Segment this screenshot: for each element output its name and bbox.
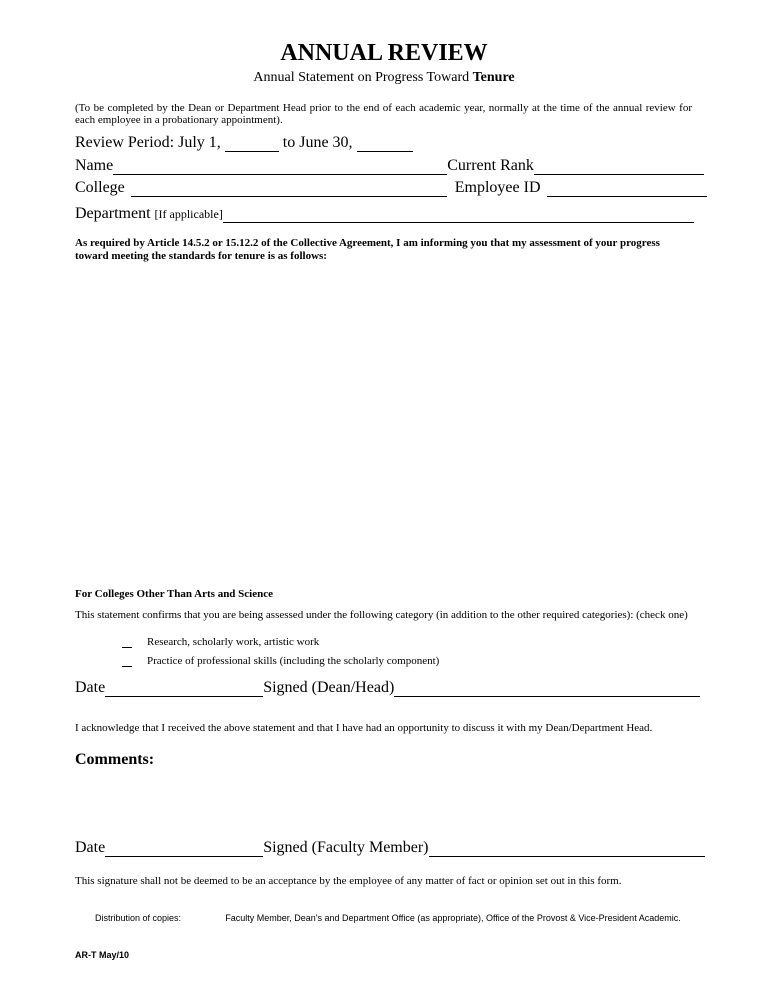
- college-row: [75, 179, 707, 197]
- comments-label: Comments:: [75, 751, 155, 768]
- faculty-signature-field[interactable]: [429, 842, 705, 857]
- professional-checkbox[interactable]: [122, 656, 132, 667]
- distribution-text: Faculty Member, Dean's and Department Office (as appropriate), Office of the Provost & Vice-President Academic.: [225, 913, 681, 923]
- department-label: Department: [75, 205, 151, 222]
- category-option-professional: [122, 655, 439, 667]
- faculty-signed-label: Signed (Faculty Member): [263, 839, 429, 856]
- acknowledgement: I acknowledge that I received the above statement and that I have had an opportunity to discuss it with my Dean/Department Head.: [75, 722, 653, 734]
- colleges-heading: For Colleges Other Than Arts and Science: [75, 588, 273, 600]
- department-hint: [If applicable]: [154, 207, 223, 221]
- distribution: [95, 910, 695, 927]
- current-rank-label: Current Rank: [447, 157, 534, 174]
- subtitle-text: Annual Statement on Progress Toward: [253, 70, 473, 85]
- dean-signature-field[interactable]: [394, 682, 700, 697]
- instructions: (To be completed by the Dean or Department Head prior to the end of each academic year, normally at the time of the annual review for each employee in a probationary appointment).: [75, 102, 692, 126]
- review-period-label: Review Period: July 1,: [75, 134, 221, 151]
- professional-option-label: Practice of professional skills (including the scholarly component): [147, 655, 440, 667]
- college-field[interactable]: [131, 182, 447, 197]
- assessment-statement: As required by Article 14.5.2 or 15.12.2 of the Collective Agreement, I am informing you that my assessment of your progress toward meeting the standards for tenure is as follows:: [75, 237, 660, 262]
- employee-id-field[interactable]: [547, 182, 707, 197]
- review-period-end-field[interactable]: [357, 137, 413, 152]
- dean-date-label: Date: [75, 679, 106, 696]
- current-rank-field[interactable]: [534, 160, 704, 175]
- review-period-start-field[interactable]: [225, 137, 279, 152]
- signature-note: This signature shall not be deemed to be an acceptance by the employee of any matter of fact or opinion set out in this form.: [75, 875, 622, 887]
- distribution-label: Distribution of copies:: [95, 913, 182, 923]
- name-label: Name: [75, 157, 114, 174]
- department-field[interactable]: [223, 208, 694, 223]
- assessment-text-area[interactable]: [75, 268, 692, 578]
- department-row: [75, 205, 694, 223]
- college-label: College: [75, 179, 125, 196]
- colleges-text: This statement confirms that you are being assessed under the following category (in addition to the other required categories): (check one): [75, 609, 688, 621]
- faculty-date-label: Date: [75, 839, 106, 856]
- review-period-row: [75, 134, 413, 152]
- form-title: ANNUAL REVIEW: [280, 40, 488, 66]
- form-subtitle: [0, 70, 768, 86]
- comments-text-area[interactable]: [75, 772, 692, 832]
- dean-signature-row: [75, 679, 700, 697]
- faculty-signature-row: [75, 839, 705, 857]
- category-option-research: [122, 636, 319, 648]
- faculty-date-field[interactable]: [105, 842, 263, 857]
- research-checkbox[interactable]: [122, 637, 132, 648]
- name-row: [75, 157, 704, 175]
- name-field[interactable]: [113, 160, 447, 175]
- employee-id-label: Employee ID: [454, 179, 541, 196]
- review-period-to-label: to June 30,: [282, 134, 353, 151]
- research-option-label: Research, scholarly work, artistic work: [147, 636, 320, 648]
- dean-signed-label: Signed (Dean/Head): [263, 679, 395, 696]
- dean-date-field[interactable]: [105, 682, 263, 697]
- form-code: AR-T May/10: [75, 950, 130, 960]
- subtitle-emphasis: Tenure: [472, 70, 515, 85]
